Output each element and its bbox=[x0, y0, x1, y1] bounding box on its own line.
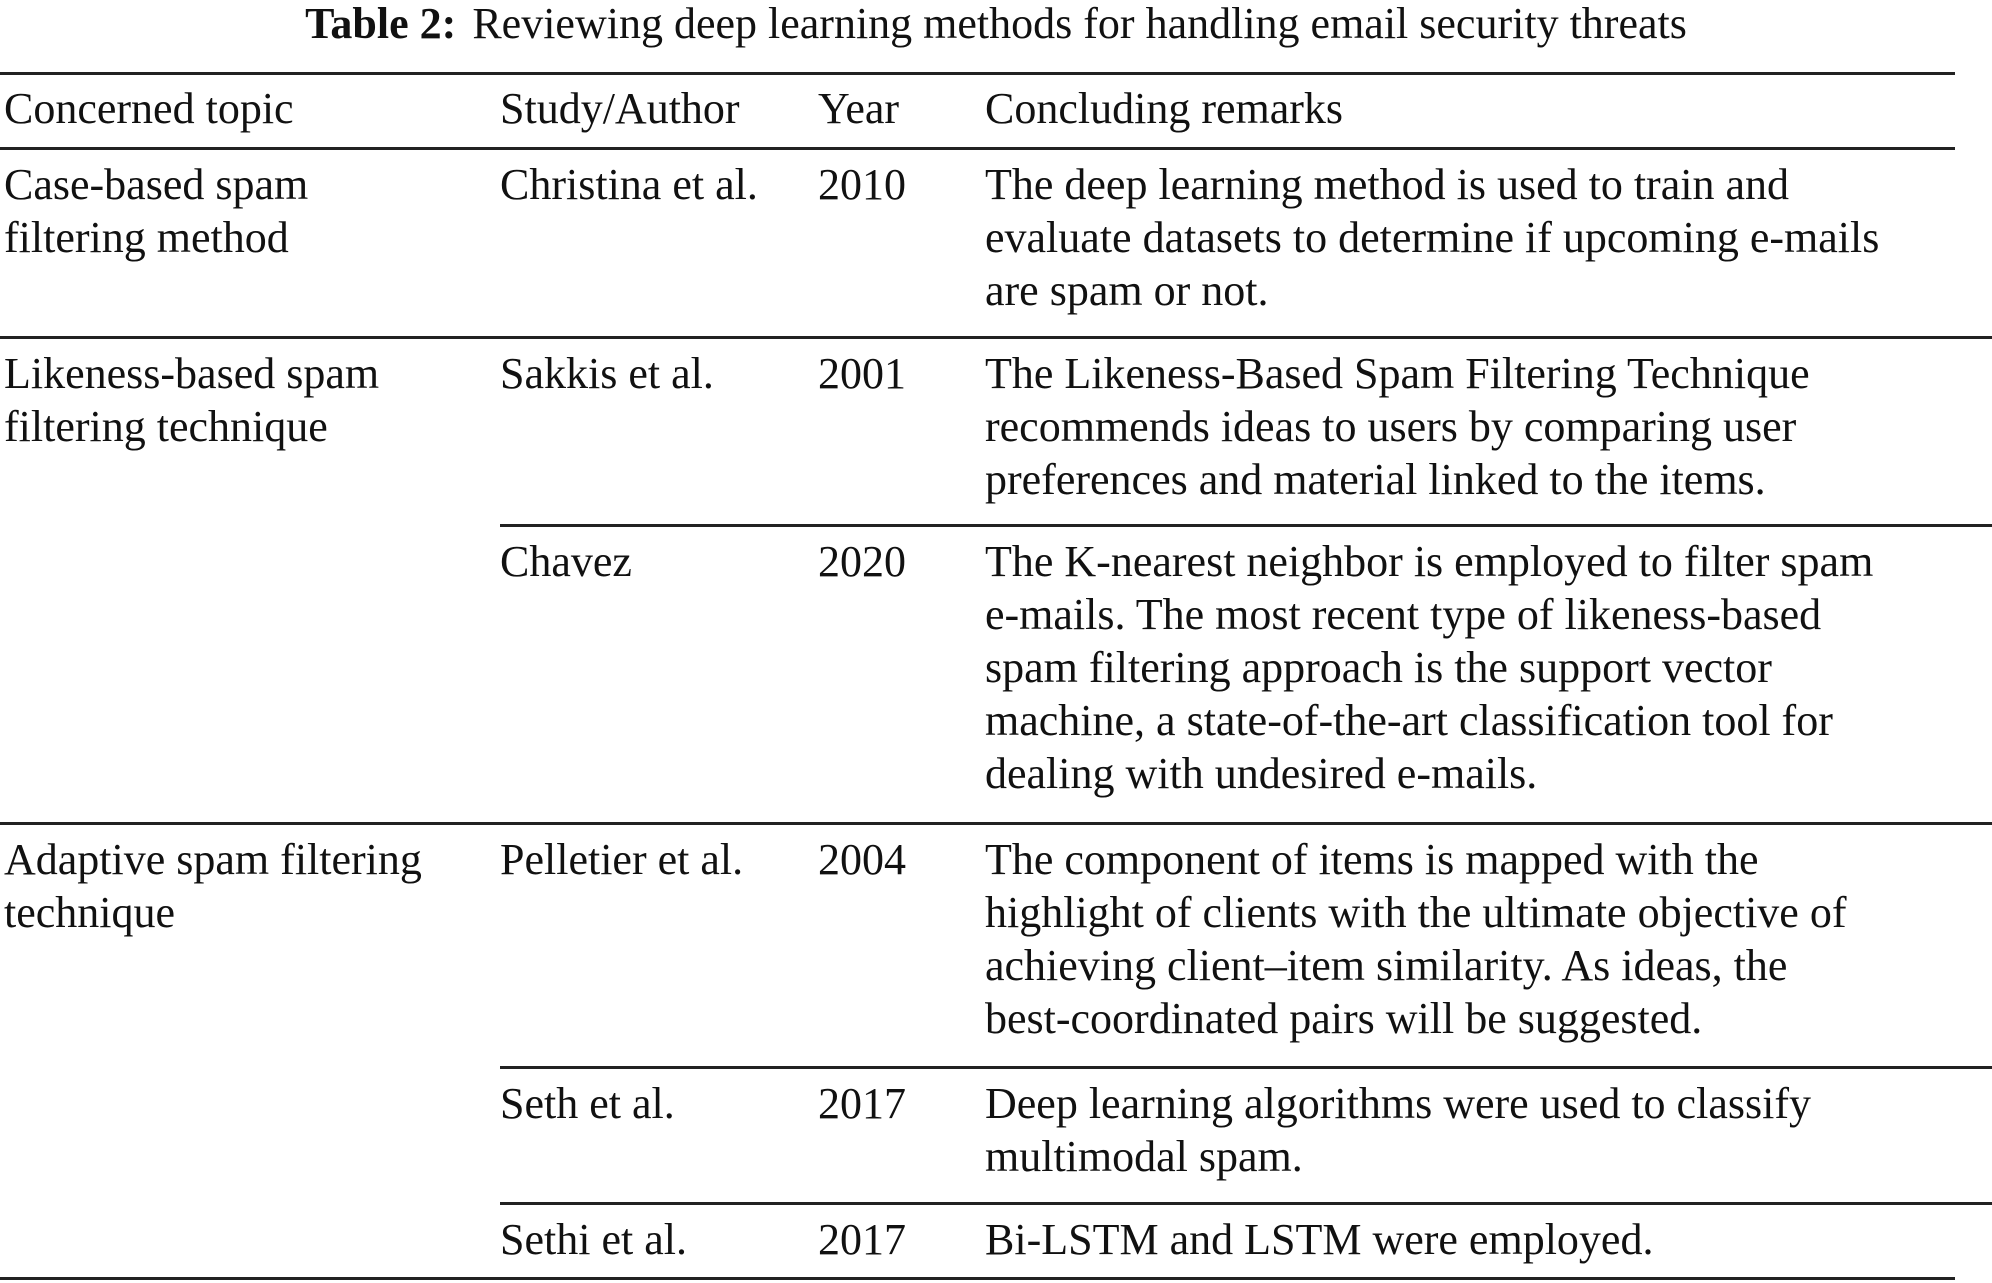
remark-line: The component of items is mapped with the bbox=[985, 835, 1759, 884]
header-remarks: Concluding remarks bbox=[985, 84, 1344, 133]
remark-line: preferences and material linked to the items. bbox=[985, 455, 1766, 504]
header-topic: Concerned topic bbox=[4, 84, 294, 133]
table-row-remarks bbox=[985, 1077, 1811, 1183]
table-row-author: Chavez bbox=[500, 537, 632, 586]
table-row-year: 2010 bbox=[818, 160, 906, 209]
remark-line: evaluate datasets to determine if upcoming e-mails bbox=[985, 213, 1880, 262]
remark-line: best-coordinated pairs will be suggested. bbox=[985, 994, 1703, 1043]
topic-line: Case-based spam bbox=[4, 160, 309, 209]
remark-line: dealing with undesired e-mails. bbox=[985, 749, 1538, 798]
table-row-topic bbox=[4, 158, 308, 264]
table-caption bbox=[0, 2, 1992, 46]
remark-line: The Likeness-Based Spam Filtering Technique bbox=[985, 349, 1810, 398]
header-year: Year bbox=[818, 84, 900, 133]
header-author: Study/Author bbox=[500, 84, 740, 133]
row-rule-5 bbox=[500, 1202, 1992, 1205]
row-rule-2 bbox=[500, 524, 1992, 527]
table-row-topic bbox=[4, 347, 379, 453]
table-row-year: 2001 bbox=[818, 349, 906, 398]
header-rule bbox=[0, 147, 1955, 150]
topic-line: technique bbox=[4, 888, 176, 937]
table-row-year: 2004 bbox=[818, 835, 906, 884]
remark-line: multimodal spam. bbox=[985, 1132, 1303, 1181]
top-rule bbox=[0, 72, 1955, 75]
table-row-year: 2017 bbox=[818, 1079, 906, 1128]
table-row-remarks bbox=[985, 833, 1846, 1045]
remark-line: recommends ideas to users by comparing user bbox=[985, 402, 1797, 451]
table-row-topic bbox=[4, 833, 422, 939]
bottom-rule bbox=[0, 1277, 1955, 1280]
remark-line: The K-nearest neighbor is employed to filter spam bbox=[985, 537, 1874, 586]
table-row-author: Christina et al. bbox=[500, 160, 758, 209]
table-row-remarks bbox=[985, 158, 1879, 317]
topic-line: Adaptive spam filtering bbox=[4, 835, 422, 884]
topic-line: filtering method bbox=[4, 213, 289, 262]
remark-line: spam filtering approach is the support vector bbox=[985, 643, 1772, 692]
remark-line: are spam or not. bbox=[985, 266, 1269, 315]
table-row-author: Seth et al. bbox=[500, 1079, 675, 1128]
remark-line: The deep learning method is used to train and bbox=[985, 160, 1789, 209]
table-row-year: 2020 bbox=[818, 537, 906, 586]
caption-label: Table 2: bbox=[305, 0, 457, 48]
remark-line: Deep learning algorithms were used to classify bbox=[985, 1079, 1811, 1128]
remark-line: Bi-LSTM and LSTM were employed. bbox=[985, 1215, 1654, 1264]
table-row-author: Sakkis et al. bbox=[500, 349, 714, 398]
remark-line: machine, a state-of-the-art classification tool for bbox=[985, 696, 1833, 745]
caption-text: Reviewing deep learning methods for handling email security threats bbox=[472, 0, 1687, 48]
remark-line: e-mails. The most recent type of likeness-based bbox=[985, 590, 1822, 639]
table-row-remarks bbox=[985, 1213, 1653, 1266]
table-row-author: Sethi et al. bbox=[500, 1215, 687, 1264]
row-rule-4 bbox=[500, 1066, 1992, 1069]
table-row-remarks bbox=[985, 347, 1810, 506]
row-rule-3 bbox=[0, 822, 1992, 825]
table-row-year: 2017 bbox=[818, 1215, 906, 1264]
table-row-remarks bbox=[985, 535, 1873, 800]
table-row-author: Pelletier et al. bbox=[500, 835, 744, 884]
topic-line: filtering technique bbox=[4, 402, 328, 451]
topic-line: Likeness-based spam bbox=[4, 349, 380, 398]
remark-line: highlight of clients with the ultimate objective of bbox=[985, 888, 1847, 937]
row-rule-1 bbox=[0, 336, 1992, 339]
remark-line: achieving client–item similarity. As ideas, the bbox=[985, 941, 1788, 990]
